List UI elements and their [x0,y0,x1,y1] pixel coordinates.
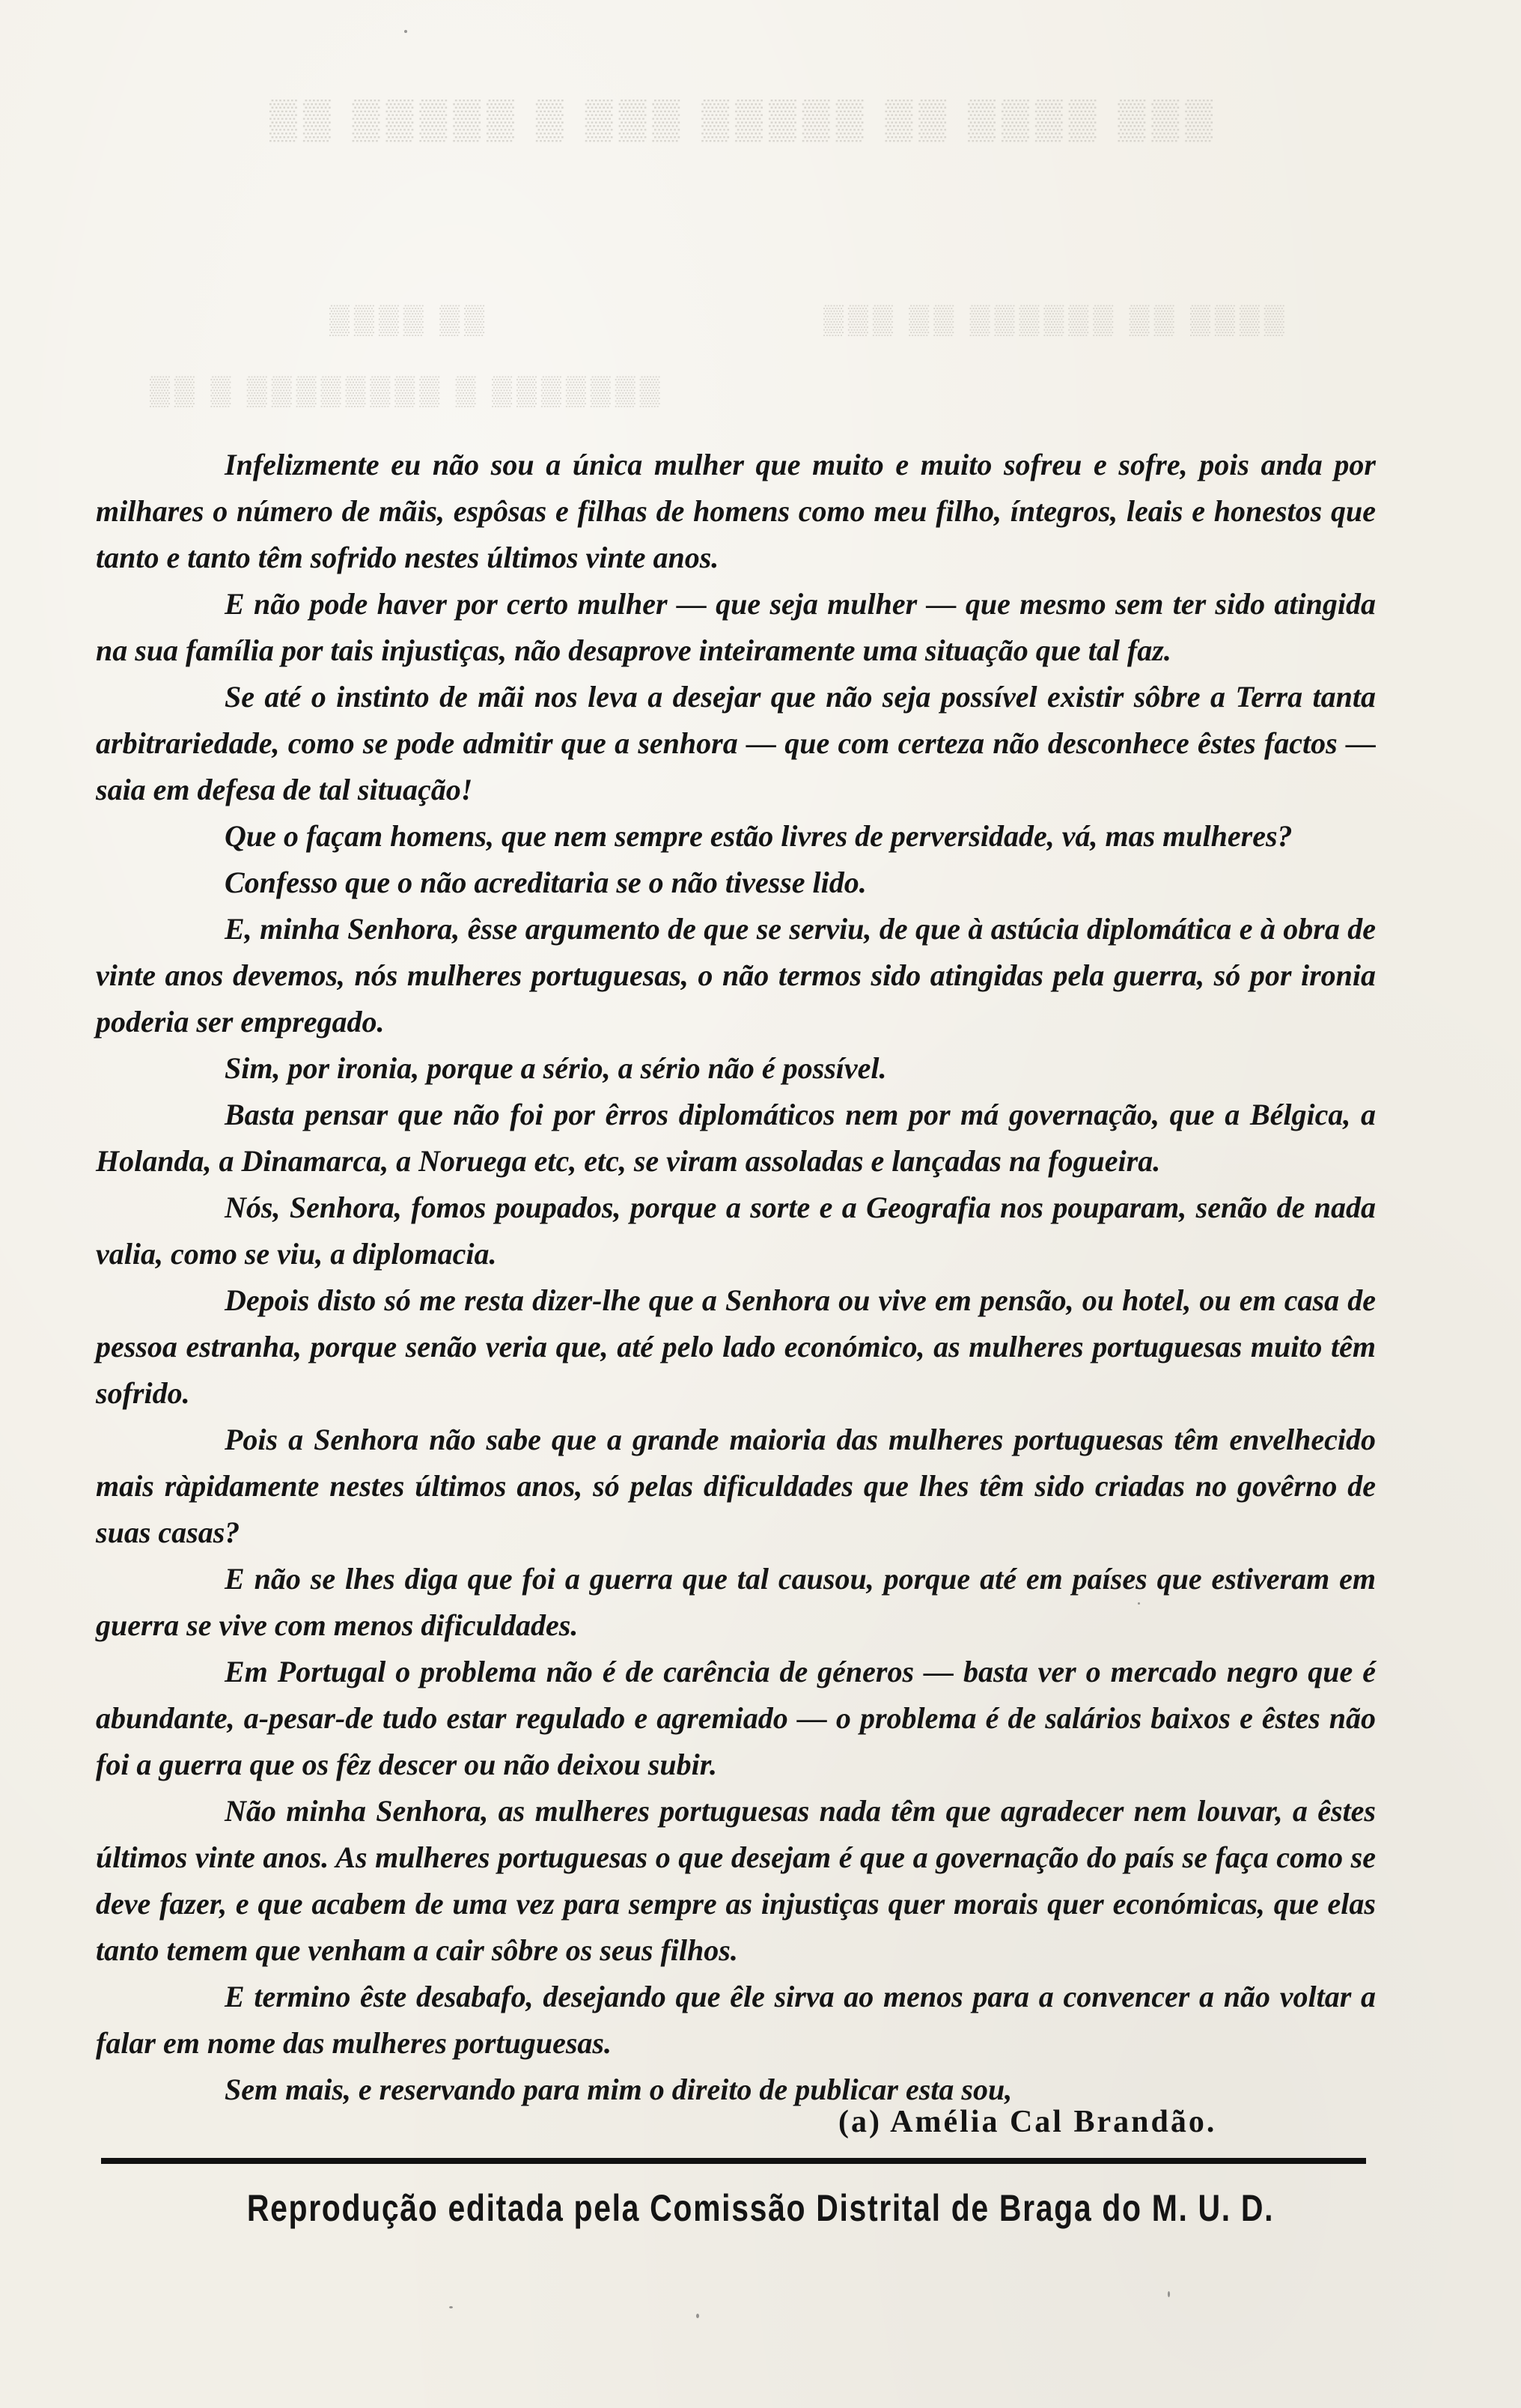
paragraph: Que o façam homens, que nem sempre estão livres de perversidade, vá, mas mulheres? [225,819,1293,853]
faded-salutation: ▒▒ ▒ ▒▒▒▒▒▒▒▒ ▒ ▒▒▒▒▒▒▒ [150,375,665,407]
letter-body [96,442,1376,2113]
paragraph: E termino êste desabafo, desejando que êle sirva ao menos para a convencer a não voltar a falar em nome das mulheres portuguesas. [96,1980,1376,2060]
paragraph: Em Portugal o problema não é de carência de géneros — basta ver o mercado negro que é abundante, a-pesar-de tudo estar regulado e agremiado — o problema é de salários baixos e êstes não foi a guerra que os fêz descer ou não deixou subir. [96,1655,1376,1781]
paragraph: E não se lhes diga que foi a guerra que tal causou, porque até em países que estiveram em guerra se vive com menos dificuldades. [96,1562,1376,1642]
paragraph: Pois a Senhora não sabe que a grande maioria das mulheres portuguesas têm envelhecido mais ràpidamente nestes últimos anos, só pelas dificuldades que lhes têm sido criadas no govêrno de suas casas? [96,1423,1376,1549]
paragraph: Basta pensar que não foi por êrros diplomáticos nem por má governação, que a Bélgica, a Holanda, a Dinamarca, a Noruega etc, etc, se viram assoladas e lançadas na fogueira. [96,1098,1376,1178]
paragraph: Não minha Senhora, as mulheres portuguesas nada têm que agradecer nem louvar, a êstes últimos vinte anos. As mulheres portuguesas o que desejam é que a governação do país se faça como se deve fazer, e que acabem de uma vez para sempre as injustiças quer morais quer económicas, que elas tanto temem que venham a cair sôbre os seus filhos. [96,1794,1376,1967]
faded-letterhead: ▒▒ ▒▒▒▒▒ ▒ ▒▒▒ ▒▒▒▒▒ ▒▒ ▒▒▒▒ ▒▒▒ [269,98,1219,141]
footer-credit: Reprodução editada pela Comissão Distrital de Braga do M. U. D. [246,2187,1275,2229]
signature: (a) Amélia Cal Brandão. [838,2105,1217,2139]
paragraph: E não pode haver por certo mulher — que seja mulher — que mesmo sem ter sido atingida na sua família por tais injustiças, não desaprove inteiramente uma situação que tal faz. [96,587,1376,667]
paragraph: Infelizmente eu não sou a única mulher que muito e muito sofreu e sofre, pois anda por milhares o número de mãis, espôsas e filhas de homens como meu filho, íntegros, leais e honestos que tanto e tanto têm sofrido nestes últimos vinte anos. [96,448,1376,574]
paragraph: Sem mais, e reservando para mim o direito de publicar esta sou, [225,2073,1013,2106]
faded-date: ▒▒▒ ▒▒ ▒▒▒▒▒▒ ▒▒ ▒▒▒▒ [823,304,1289,335]
paragraph: E, minha Senhora, êsse argumento de que se serviu, de que à astúcia diplomática e à obra de vinte anos devemos, nós mulheres portuguesas, o não termos sido atingidas pela guerra, só por ironia poderia ser empregado. [96,912,1376,1039]
divider-rule [101,2158,1366,2164]
faded-reference: ▒▒▒▒ ▒▒ [329,304,490,335]
paragraph: Depois disto só me resta dizer-lhe que a Senhora ou vive em pensão, ou hotel, ou em casa de pessoa estranha, porque senão veria que, até pelo lado económico, as mulheres portuguesas muito têm sofrido. [96,1283,1376,1410]
paragraph: Nós, Senhora, fomos poupados, porque a sorte e a Geografia nos pouparam, senão de nada valia, como se viu, a diplomacia. [96,1191,1376,1271]
paragraph: Se até o instinto de mãi nos leva a desejar que não seja possível existir sôbre a Terra tanta arbitrariedade, como se pode admitir que a senhora — que com certeza não desconhece êstes factos — saia em defesa de tal situação! [96,680,1376,806]
paragraph: Sim, por ironia, porque a sério, a sério não é possível. [225,1051,887,1085]
paragraph: Confesso que o não acreditaria se o não tivesse lido. [225,866,867,899]
